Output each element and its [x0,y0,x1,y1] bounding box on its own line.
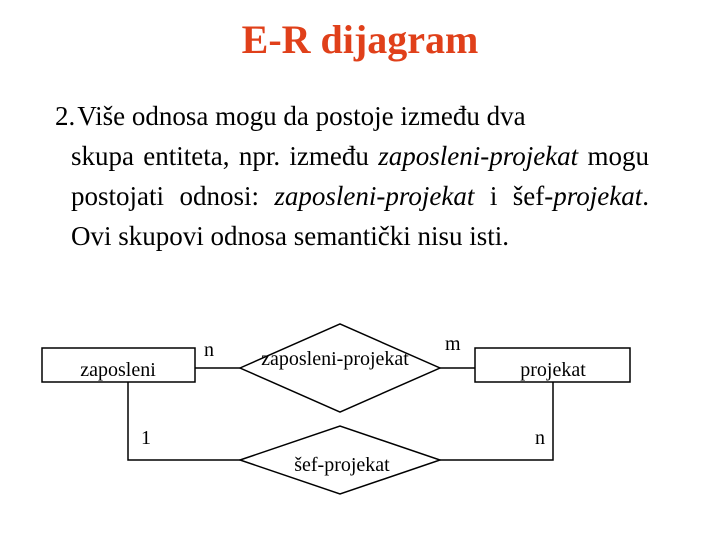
paragraph-text-run: . Ovi skupovi odnosa semantički nisu isti. [71,181,649,251]
paragraph-line-1: Više odnosa mogu da postoje između dva [77,101,526,131]
paragraph-italic-term: zaposleni-projekat [378,141,579,171]
relationship-zaposleni-projekat-label: zaposleni-projekat [261,348,409,370]
paragraph-rest [55,136,649,256]
paragraph-text-run: mogu postojati odnosi: [71,141,649,211]
cardinality-zp-left: n [204,339,214,361]
cardinality-sp-right: n [535,427,545,449]
entity-zaposleni-label: zaposleni [80,359,156,381]
paragraph [55,96,649,256]
paragraph-italic-term: zaposleni-projekat [274,181,475,211]
cardinality-zp-right: m [445,333,461,355]
paragraph-italic-term: projekat [553,181,643,211]
paragraph-number: 2. [55,101,76,131]
paragraph-text-run: skupa entiteta, npr. između [71,141,379,171]
er-diagram [0,310,720,510]
relationship-sef-projekat-label: šef-projekat [294,454,390,476]
slide-title: E-R dijagram [241,17,479,62]
cardinality-sp-left: 1 [141,427,151,449]
paragraph-text-run: i šef- [474,181,554,211]
entity-projekat-label: projekat [520,359,586,381]
